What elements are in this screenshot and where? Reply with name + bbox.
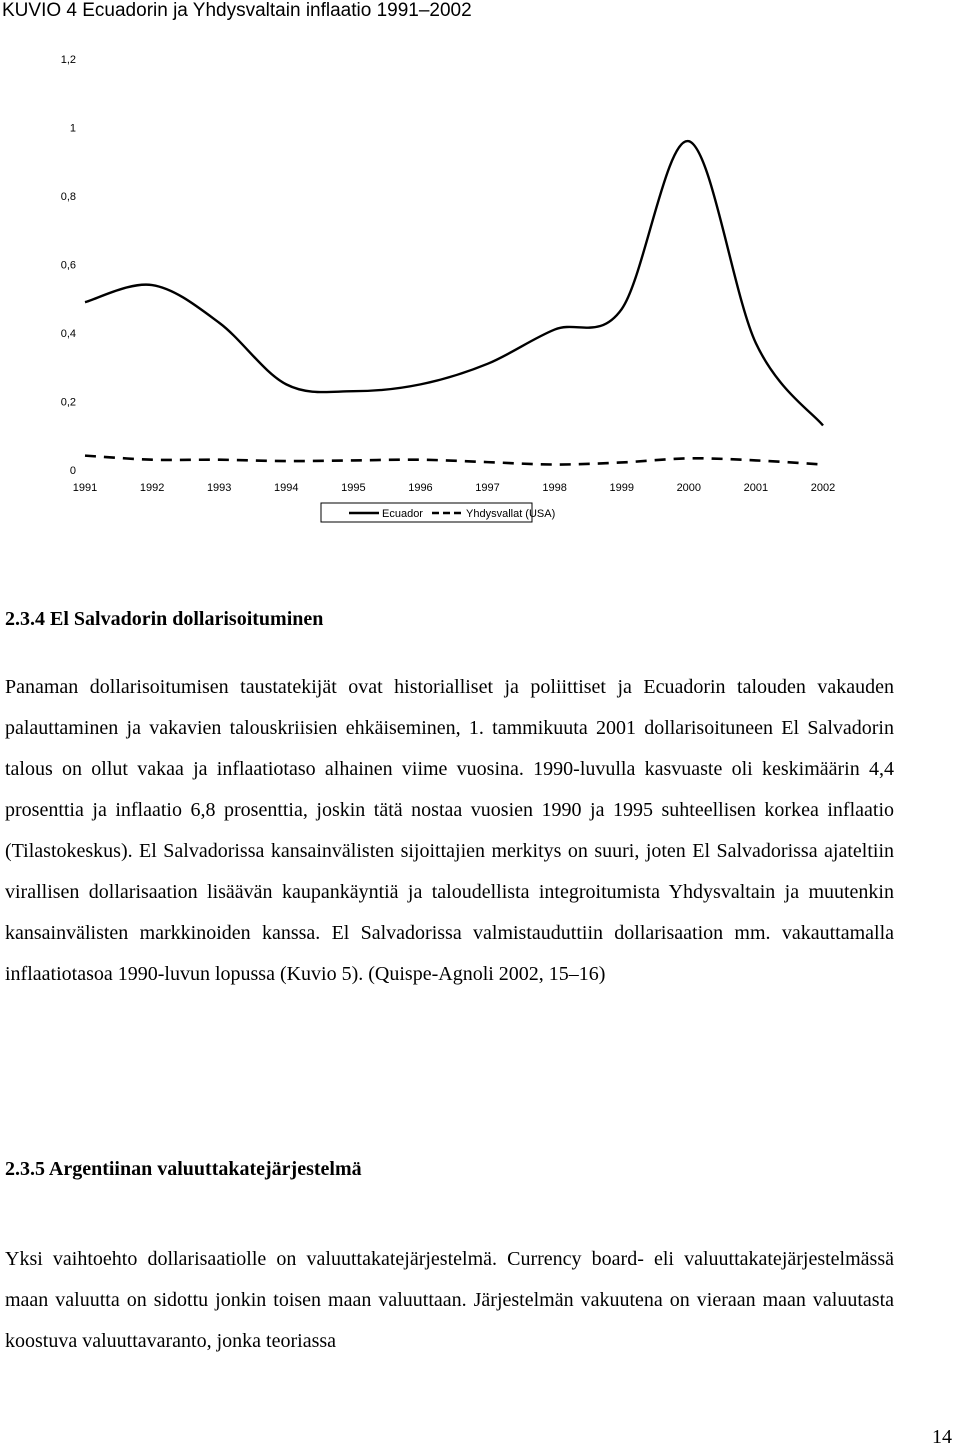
page-number: 14 xyxy=(932,1426,952,1448)
x-tick-label: 1996 xyxy=(408,482,433,494)
y-tick-label: 0,2 xyxy=(60,396,76,409)
chart-axes xyxy=(61,54,836,494)
y-tick-label: 0 xyxy=(69,465,76,477)
y-tick-label: 0,8 xyxy=(60,191,76,203)
y-tick-label: 1 xyxy=(69,122,76,135)
x-tick-label: 1992 xyxy=(139,482,165,494)
x-tick-label: 2002 xyxy=(810,482,836,494)
series-line-usa xyxy=(85,456,823,465)
series-line-ecuador xyxy=(85,141,823,425)
x-tick-label: 1994 xyxy=(274,482,299,494)
figure-title: KUVIO 4 Ecuadorin ja Yhdysvaltain inflaatio 1991–2002 xyxy=(2,0,472,21)
y-tick-label: 0,6 xyxy=(60,259,76,272)
legend-label-ecuador: Ecuador xyxy=(382,508,423,520)
paragraph-el-salvador: Panaman dollarisoitumisen taustatekijät ovat historialliset ja poliittiset ja Ecuadorin talouden vakauden palauttaminen ja vakavien talouskriisien ehkäiseminen, 1. tammikuuta 2001 dollarisoituneen El Salvadorin talous on ollut vakaa ja inflaatiotaso alhainen viime vuosina. 1990-luvulla kasvuaste oli keskimäärin 4,4 prosenttia ja inflaatio 6,8 prosenttia, joskin tätä nostaa vuosien 1990 ja 1995 suhteellisen korkea inflaatio (Tilastokeskus). El Salvadorissa kansainvälisten sijoittajien merkitys on suuri, joten El Salvadorissa ajateltiin virallisen dollarisaation lisäävän kaupankäyntiä ja taloudellista integroitumista Yhdysvaltain ja muutenkin kansainvälisten markkinoiden kanssa. El Salvadorissa valmistauduttiin dollarisaation mm. vakauttamalla inflaatiotasoa 1990-luvun lopussa (Kuvio 5). (Quispe-Agnoli 2002, 15–16) xyxy=(5,676,894,985)
x-tick-label: 1998 xyxy=(542,482,567,494)
x-tick-label: 2001 xyxy=(743,482,769,494)
inflation-chart xyxy=(0,0,960,540)
section-heading-argentiina: 2.3.5 Argentiinan valuuttakatejärjestelmä xyxy=(5,1158,362,1180)
paragraph-argentiina: Yksi vaihtoehto dollarisaatiolle on valuuttakatejärjestelmä. Currency board- eli valuuttakatejärjestelmässä maan valuutta on sidottu jonkin toisen maan valuuttaan. Järjestelmän vakuutena on vieraan maan valuutasta koostuva valuuttavaranto, jonka teoriassa xyxy=(5,1248,894,1352)
x-tick-label: 1991 xyxy=(72,482,98,494)
section-heading-el-salvador: 2.3.4 El Salvadorin dollarisoituminen xyxy=(5,608,324,630)
x-tick-label: 2000 xyxy=(676,482,702,494)
x-tick-label: 1995 xyxy=(341,482,366,494)
legend-label-usa: Yhdysvallat (USA) xyxy=(466,508,556,520)
y-tick-label: 1,2 xyxy=(60,54,76,66)
y-tick-label: 0,4 xyxy=(60,328,76,340)
chart-marks xyxy=(85,141,823,464)
chart-legend xyxy=(321,503,555,522)
x-tick-label: 1997 xyxy=(475,482,500,494)
x-tick-label: 1993 xyxy=(206,482,232,494)
x-tick-label: 1999 xyxy=(609,482,634,494)
